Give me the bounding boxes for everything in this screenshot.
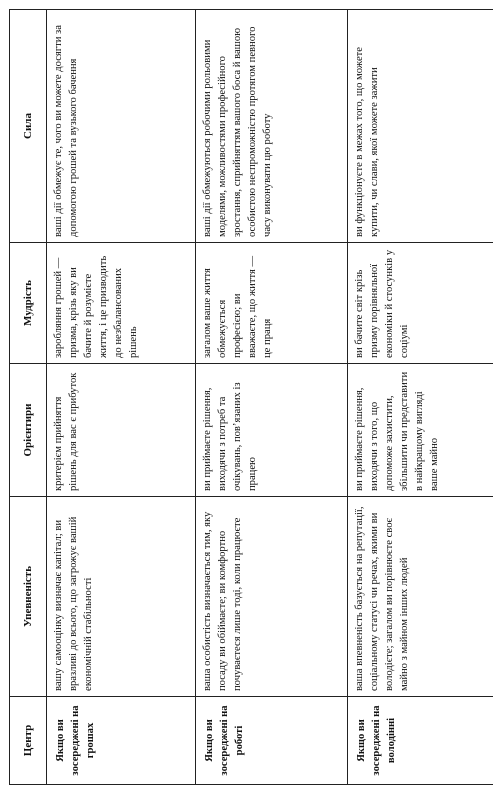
header-center: Центр [10,697,47,785]
cell-confidence: ваша особистість визначається тим, яку посаду ви обіймаєте; ви комфортно почуваєтеся лише тоді, коли працюєте [196,497,348,697]
table-row [196,10,348,785]
cell-power: ваші дії обмежує те, чого ви можете досягти за допомогою грошей та вузького бачення [47,10,196,243]
header-confidence: Упевненість [10,497,47,697]
header-guidelines: Орієнтири [10,364,47,497]
table-row [348,10,493,785]
header-row [10,10,47,785]
cell-guidelines: критерієм прийняття рішень для вас є прибуток [47,364,196,497]
cell-wisdom: заробляння грошей — призма, крізь яку ви бачите й розумієте життя, і це призводить до незбалансованих рішень [47,243,196,364]
row-center-work: Якщо ви зосереджені на роботі [196,697,348,785]
cell-wisdom: ви бачите світ крізь призму порівняльної економіки й стосунків у соціумі [348,243,493,364]
cell-power: ваші дії обмежуються робочими рольовими моделями, можливостями професійного зростання, сприйняттям вашого боса й вашою особистою неспроможністю протягом певного часу виконувати цю роботу [196,10,348,243]
table-row [47,10,196,785]
header-wisdom: Мудрість [10,243,47,364]
cell-guidelines: ви приймаєте рішення, виходячи з потреб та очікувань, пов’язаних із працею [196,364,348,497]
cell-guidelines: ви приймаєте рішення, виходячи з того, що допоможе захистити, збільшити чи представити в найкращому вигляді ваше майно [348,364,493,497]
cell-confidence: вашу самооцінку визначає капітал; ви вразливі до всього, що загрожує вашій економічній стабільності [47,497,196,697]
rotated-table-wrapper [9,10,484,785]
header-power: Сила [10,10,47,243]
cell-wisdom: загалом ваше життя обмежується професією; ви вважаєте, що життя — це праця [196,243,348,364]
cell-confidence: ваша впевненість базується на репутації, соціальному статусі чи речах, якими ви володієте; загалом ви порівнюєте своє майно з майном інших людей [348,497,493,697]
row-center-possessions: Якщо ви зосереджені на володінні [348,697,493,785]
row-center-money: Якщо ви зосереджені на грошах [47,697,196,785]
comparison-table [9,9,493,785]
cell-power: ви функціонуєте в межах того, що можете купити, чи слави, якої можете зажити [348,10,493,243]
